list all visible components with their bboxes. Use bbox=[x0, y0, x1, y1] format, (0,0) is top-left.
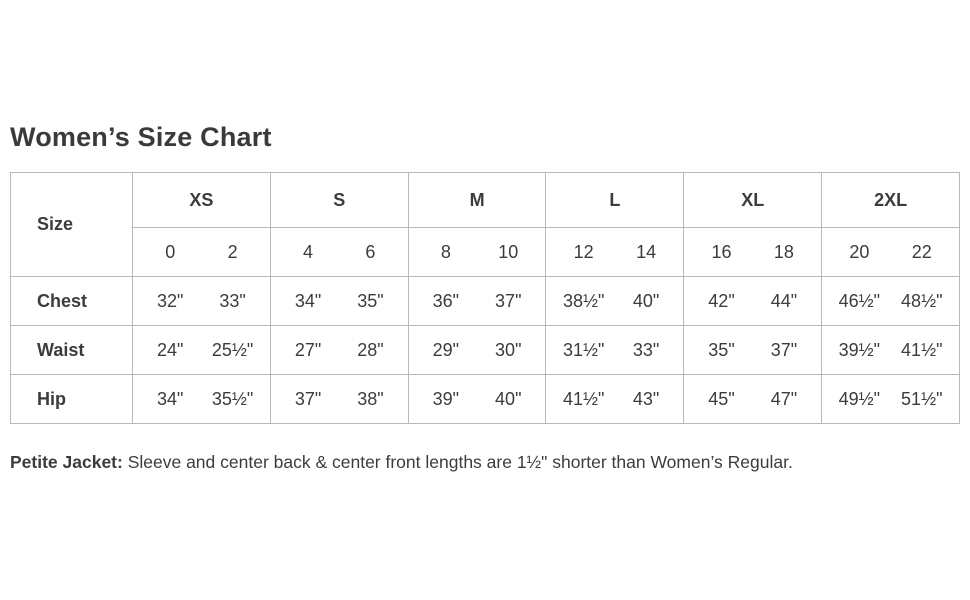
numeric-size-cell bbox=[684, 228, 822, 277]
numeric-size: 0 bbox=[165, 241, 176, 262]
measurement-value: 35" bbox=[357, 290, 384, 311]
measurement-value: 37" bbox=[495, 290, 522, 311]
measurement-value: 46½" bbox=[838, 290, 881, 311]
measurement-value: 44" bbox=[770, 290, 798, 311]
numeric-size: 4 bbox=[303, 241, 314, 262]
numeric-size-cell bbox=[546, 228, 684, 277]
size-chart-table bbox=[10, 172, 960, 424]
group-header: 2XL bbox=[822, 173, 960, 228]
numeric-size: 12 bbox=[573, 241, 594, 262]
measurement-cell bbox=[133, 326, 271, 375]
measurement-value: 38½" bbox=[562, 290, 605, 311]
measurement-value: 39½" bbox=[838, 339, 881, 360]
measurement-value: 51½" bbox=[901, 388, 943, 409]
measurement-row-waist bbox=[11, 326, 960, 375]
numeric-size: 18 bbox=[773, 241, 794, 262]
group-header: XL bbox=[684, 173, 822, 228]
measurement-cell bbox=[684, 326, 822, 375]
group-header: XS bbox=[133, 173, 271, 228]
numeric-size: 20 bbox=[849, 241, 870, 262]
petite-note-label: Petite Jacket: bbox=[10, 452, 123, 472]
measurement-value: 33" bbox=[632, 339, 660, 360]
measurement-cell bbox=[408, 326, 546, 375]
measurement-row-hip bbox=[11, 375, 960, 424]
row-label: Chest bbox=[11, 277, 133, 326]
measurement-cell bbox=[546, 326, 684, 375]
measurement-row-chest bbox=[11, 277, 960, 326]
measurement-value: 33" bbox=[219, 290, 246, 311]
measurement-cell bbox=[684, 277, 822, 326]
group-header: L bbox=[546, 173, 684, 228]
row-label: Hip bbox=[11, 375, 133, 424]
petite-note-text: Sleeve and center back & center front lengths are 1½" shorter than Women’s Regular. bbox=[122, 452, 793, 472]
size-label: Size bbox=[11, 173, 133, 277]
measurement-value: 34" bbox=[156, 388, 184, 409]
measurement-cell bbox=[408, 277, 546, 326]
measurement-value: 43" bbox=[632, 388, 660, 409]
measurement-value: 47" bbox=[770, 388, 798, 409]
measurement-value: 36" bbox=[432, 290, 460, 311]
page-title: Women’s Size Chart bbox=[10, 122, 272, 152]
measurement-value: 48½" bbox=[901, 290, 943, 311]
measurement-cell bbox=[270, 375, 408, 424]
measurement-value: 40" bbox=[495, 388, 522, 409]
measurement-cell bbox=[270, 326, 408, 375]
measurement-value: 24" bbox=[156, 339, 184, 360]
measurement-value: 32" bbox=[156, 290, 184, 311]
numeric-size: 14 bbox=[636, 241, 657, 262]
numeric-size-cell bbox=[408, 228, 546, 277]
measurement-value: 30" bbox=[495, 339, 522, 360]
measurement-value: 25½" bbox=[211, 339, 254, 360]
measurement-value: 38" bbox=[357, 388, 384, 409]
measurement-value: 41½" bbox=[562, 388, 605, 409]
measurement-cell bbox=[546, 277, 684, 326]
measurement-cell bbox=[822, 277, 960, 326]
numeric-size-row bbox=[11, 228, 960, 277]
numeric-size-cell bbox=[270, 228, 408, 277]
measurement-value: 39" bbox=[432, 388, 460, 409]
measurement-value: 27" bbox=[294, 339, 322, 360]
measurement-value: 40" bbox=[632, 290, 660, 311]
measurement-cell bbox=[133, 277, 271, 326]
numeric-size-cell bbox=[822, 228, 960, 277]
numeric-size: 22 bbox=[911, 241, 932, 262]
measurement-cell bbox=[684, 375, 822, 424]
numeric-size: 8 bbox=[440, 241, 451, 262]
measurement-value: 29" bbox=[432, 339, 460, 360]
measurement-cell bbox=[270, 277, 408, 326]
measurement-value: 35½" bbox=[211, 388, 254, 409]
measurement-value: 34" bbox=[294, 290, 322, 311]
measurement-value: 37" bbox=[294, 388, 322, 409]
numeric-size: 6 bbox=[365, 241, 376, 262]
numeric-size: 10 bbox=[498, 241, 519, 262]
numeric-size: 2 bbox=[227, 241, 238, 262]
measurement-value: 37" bbox=[770, 339, 798, 360]
numeric-size: 16 bbox=[711, 241, 732, 262]
measurement-cell bbox=[408, 375, 546, 424]
group-header: S bbox=[270, 173, 408, 228]
measurement-cell bbox=[822, 326, 960, 375]
row-label: Waist bbox=[11, 326, 133, 375]
measurement-value: 31½" bbox=[562, 339, 605, 360]
measurement-value: 28" bbox=[357, 339, 384, 360]
measurement-cell bbox=[133, 375, 271, 424]
measurement-value: 49½" bbox=[838, 388, 881, 409]
measurement-value: 45" bbox=[708, 388, 735, 409]
measurement-value: 35" bbox=[708, 339, 735, 360]
group-header: M bbox=[408, 173, 546, 228]
group-header-row bbox=[11, 173, 960, 228]
petite-note bbox=[10, 452, 793, 473]
measurement-cell bbox=[546, 375, 684, 424]
numeric-size-cell bbox=[133, 228, 271, 277]
measurement-value: 42" bbox=[708, 290, 735, 311]
measurement-value: 41½" bbox=[901, 339, 943, 360]
measurement-cell bbox=[822, 375, 960, 424]
